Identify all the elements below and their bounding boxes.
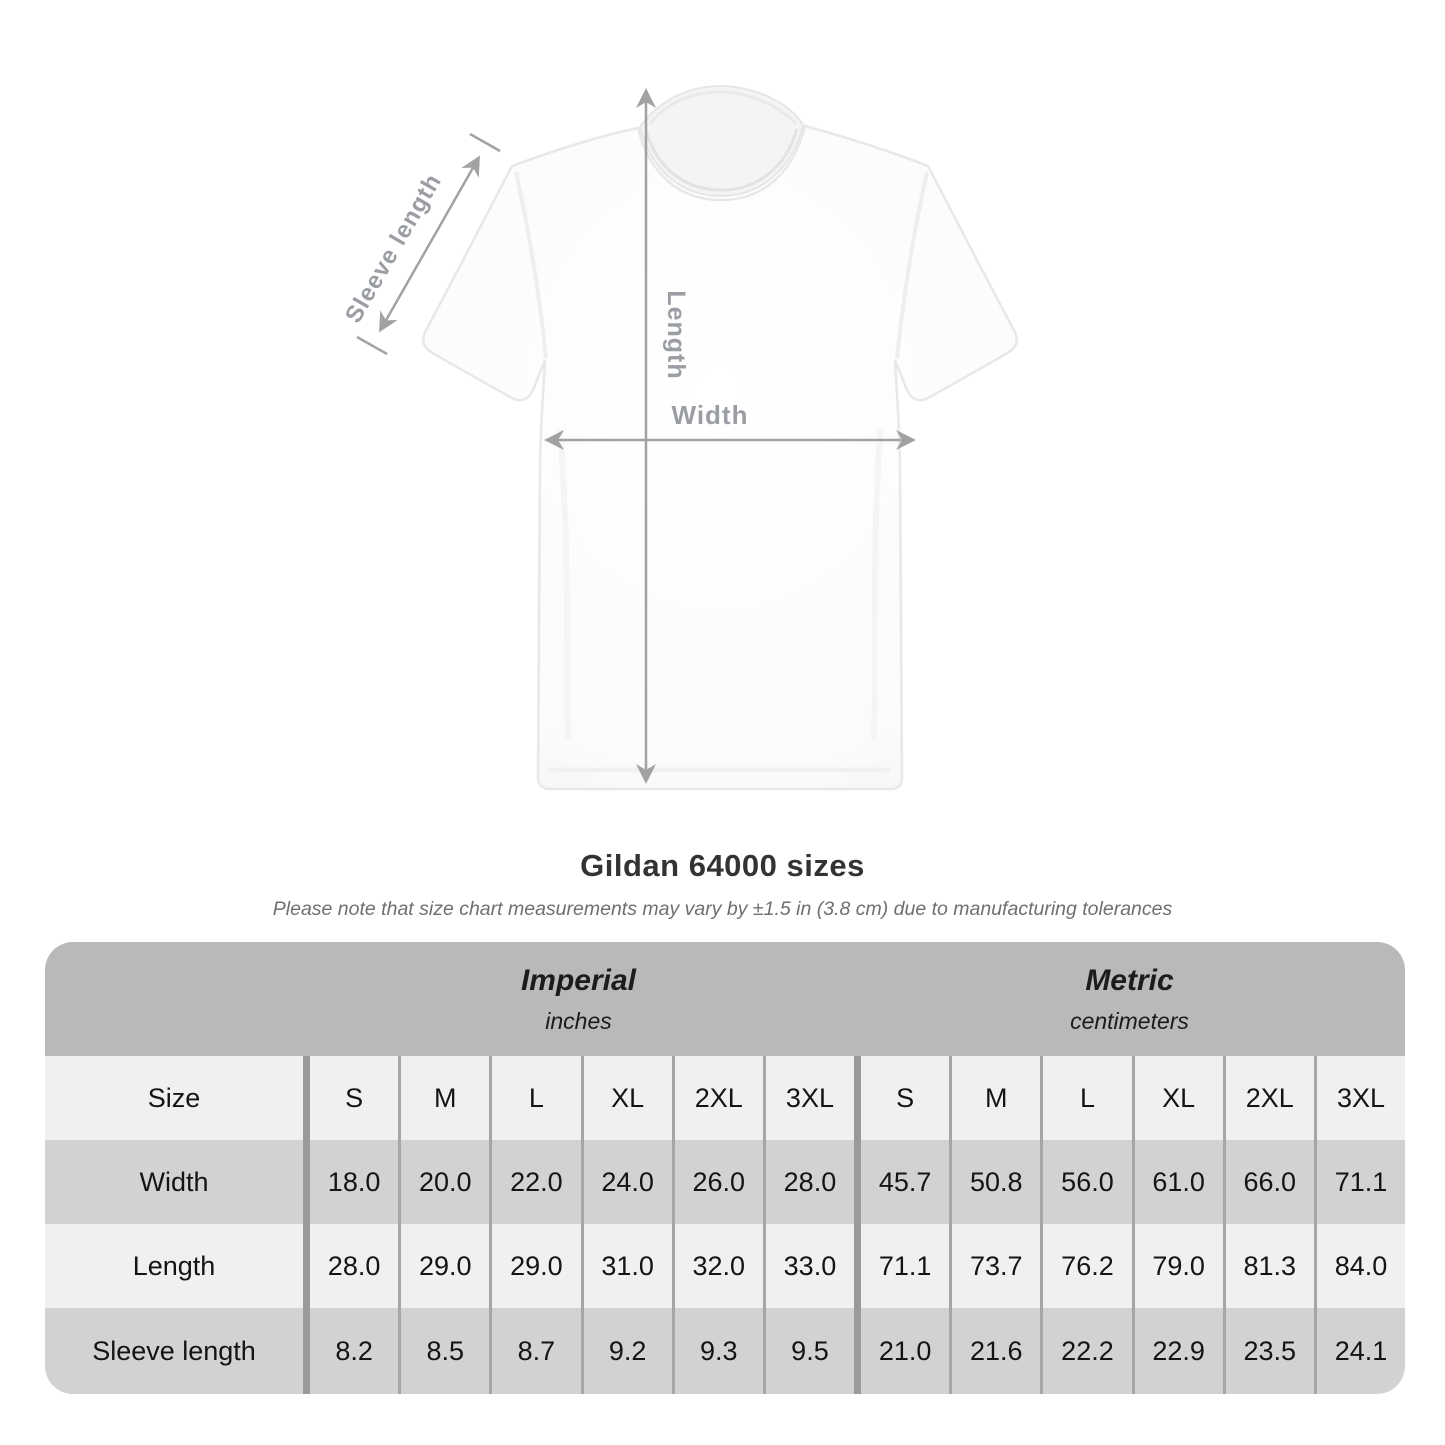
value-cell: 32.0: [672, 1224, 763, 1308]
size-cell: 2XL: [672, 1056, 763, 1140]
value-cell: 29.0: [398, 1224, 489, 1308]
value-cell: 9.3: [672, 1308, 763, 1394]
metric-unit: centimeters: [1070, 1007, 1189, 1034]
table-header-units: [45, 942, 1405, 1056]
value-cell: 18.0: [303, 1140, 398, 1224]
value-cell: 22.0: [489, 1140, 580, 1224]
size-cell: S: [303, 1056, 398, 1140]
value-cell: 8.2: [303, 1308, 398, 1394]
tshirt-image: [423, 86, 1016, 789]
page-title: Gildan 64000 sizes: [580, 848, 865, 883]
value-cell: 84.0: [1314, 1224, 1405, 1308]
value-cell: 76.2: [1040, 1224, 1131, 1308]
tolerance-note: Please note that size chart measurements may vary by ±1.5 in (3.8 cm) due to manufacturing tolerances: [272, 898, 1173, 920]
size-cell: 2XL: [1223, 1056, 1314, 1140]
value-cell: 29.0: [489, 1224, 580, 1308]
size-cell: XL: [581, 1056, 672, 1140]
value-cell: 50.8: [949, 1140, 1040, 1224]
imperial-label: Imperial: [520, 963, 637, 997]
value-cell: 28.0: [763, 1140, 854, 1224]
value-cell: 73.7: [949, 1224, 1040, 1308]
value-cell: 22.2: [1040, 1308, 1131, 1394]
value-cell: 9.2: [581, 1308, 672, 1394]
value-cell: 23.5: [1223, 1308, 1314, 1394]
size-cell: M: [949, 1056, 1040, 1140]
size-col-header: Size: [147, 1082, 201, 1113]
value-cell: 24.1: [1314, 1308, 1405, 1394]
size-table: [45, 942, 1405, 1394]
size-cell: S: [854, 1056, 949, 1140]
size-cell: M: [398, 1056, 489, 1140]
length-label: Length: [662, 290, 690, 380]
value-cell: 56.0: [1040, 1140, 1131, 1224]
row-label: Width: [139, 1166, 209, 1197]
value-cell: 22.9: [1132, 1308, 1223, 1394]
row-label: Sleeve length: [92, 1335, 256, 1366]
imperial-group-header: [303, 964, 854, 1035]
value-cell: 20.0: [398, 1140, 489, 1224]
size-cell: 3XL: [1314, 1056, 1405, 1140]
metric-group-header: [854, 964, 1405, 1035]
value-cell: 24.0: [581, 1140, 672, 1224]
size-cell: XL: [1132, 1056, 1223, 1140]
value-cell: 71.1: [1314, 1140, 1405, 1224]
width-label: Width: [671, 400, 749, 430]
value-cell: 71.1: [854, 1224, 949, 1308]
table-row-sizes: [45, 1056, 1405, 1140]
value-cell: 79.0: [1132, 1224, 1223, 1308]
value-cell: 33.0: [763, 1224, 854, 1308]
size-cell: L: [489, 1056, 580, 1140]
size-cell: 3XL: [763, 1056, 854, 1140]
value-cell: 8.7: [489, 1308, 580, 1394]
value-cell: 31.0: [581, 1224, 672, 1308]
sleeve-length-label: Sleeve length: [339, 168, 448, 328]
size-cell: L: [1040, 1056, 1131, 1140]
imperial-unit: inches: [545, 1007, 612, 1034]
value-cell: 81.3: [1223, 1224, 1314, 1308]
title-block: [0, 848, 1445, 921]
value-cell: 26.0: [672, 1140, 763, 1224]
metric-label: Metric: [1085, 963, 1174, 997]
value-cell: 8.5: [398, 1308, 489, 1394]
value-cell: 61.0: [1132, 1140, 1223, 1224]
value-cell: 66.0: [1223, 1140, 1314, 1224]
table-row-width: [45, 1140, 1405, 1224]
value-cell: 45.7: [854, 1140, 949, 1224]
value-cell: 21.6: [949, 1308, 1040, 1394]
row-label: Length: [132, 1250, 216, 1281]
table-row-length: [45, 1224, 1405, 1308]
table-row-sleeve-length: [45, 1308, 1405, 1394]
value-cell: 28.0: [303, 1224, 398, 1308]
value-cell: 21.0: [854, 1308, 949, 1394]
value-cell: 9.5: [763, 1308, 854, 1394]
